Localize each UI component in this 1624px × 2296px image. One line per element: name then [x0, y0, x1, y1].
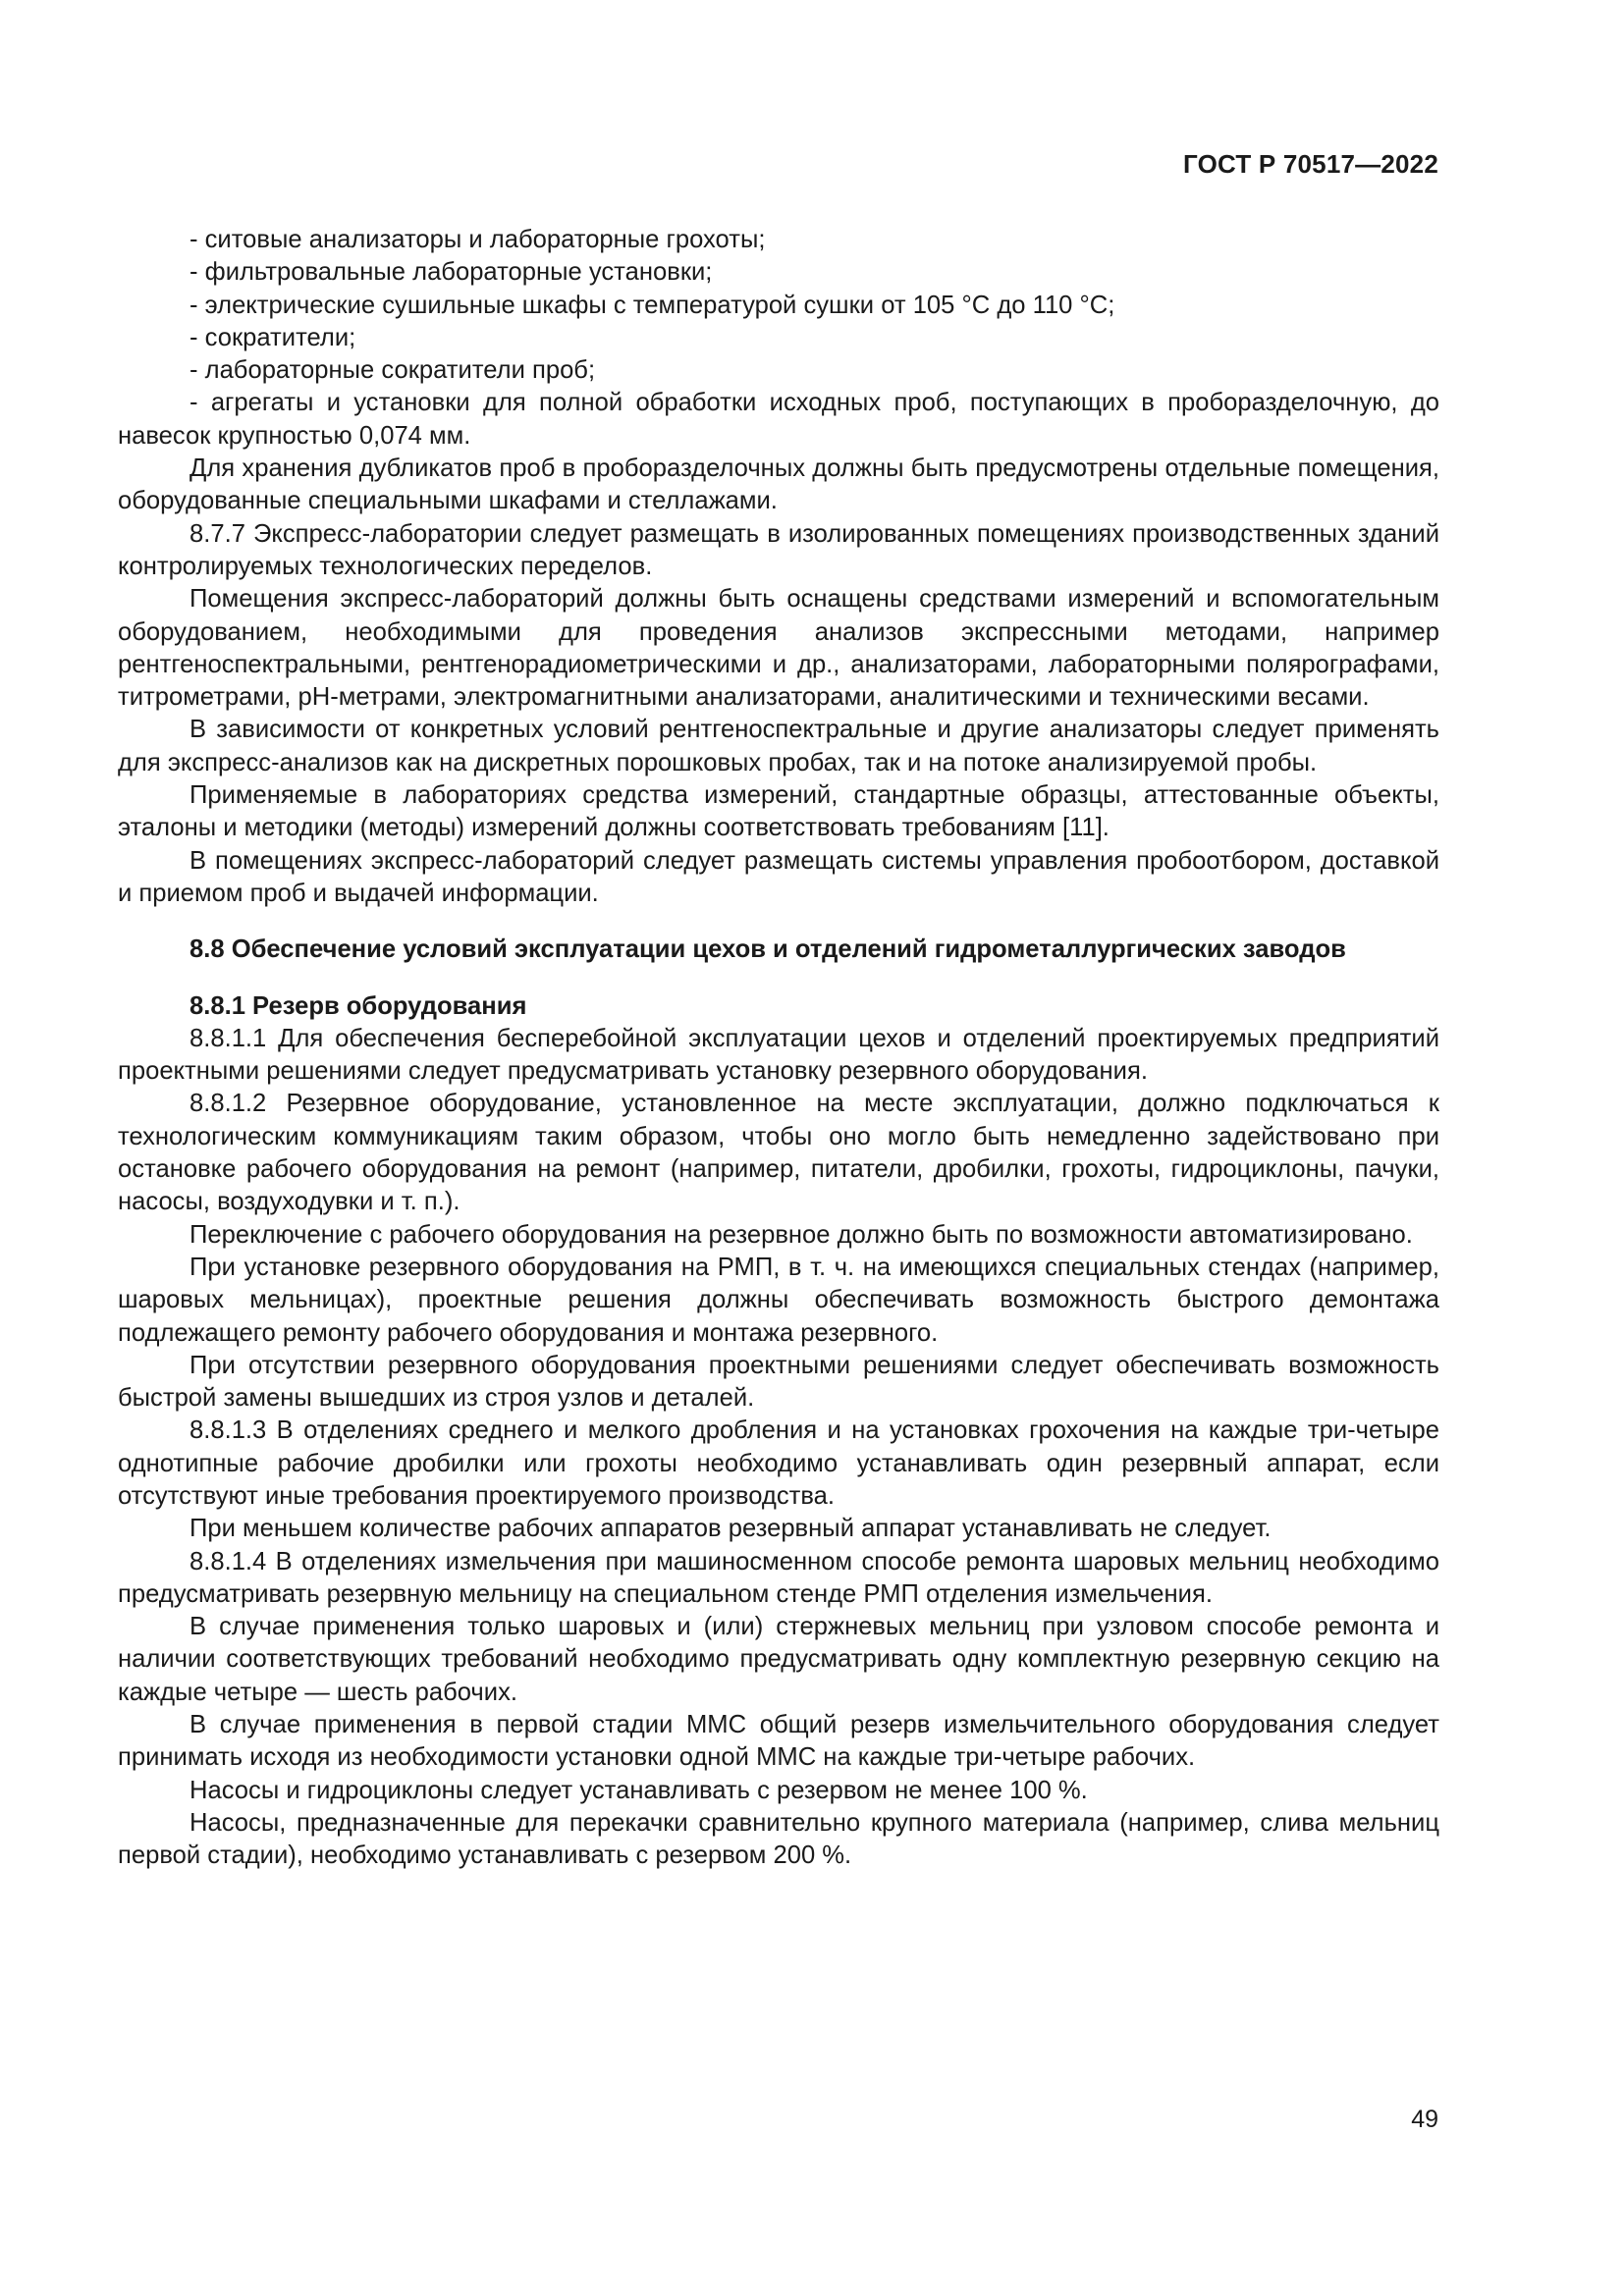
list-item: - агрегаты и установки для полной обработки исходных проб, поступающих в проборазделочную, до навесок крупностью 0,074 мм.	[118, 389, 1439, 450]
paragraph: Насосы, предназначенные для перекачки сравнительно крупного материала (например, слива мельниц первой стадии), необходимо устанавливать с резервом 200 %.	[118, 1808, 1439, 1870]
document-id: ГОСТ Р 70517—2022	[1183, 149, 1438, 179]
paragraph: В зависимости от конкретных условий рентгеноспектральные и другие анализаторы следует применять для экспресс-анализов как на дискретных порошковых пробах, так и на потоке анализируемой пробы.	[118, 716, 1439, 776]
paragraph: 8.8.1.1 Для обеспечения бесперебойной эксплуатации цехов и отделений проектируемых предприятий проектными решениями следует предусматривать установку резервного оборудования.	[118, 1024, 1439, 1086]
paragraph: 8.8.1.2 Резервное оборудование, установленное на месте эксплуатации, должно подключаться к технологическим коммуникациям таким образом, чтобы оно могло быть немедленно задействовано при остановке рабочего оборудования на ремонт (например, питатели, дробилки, грохоты, гидроциклоны, пачуки, насосы, воздуходувки и т. п.).	[118, 1090, 1439, 1216]
paragraph: Переключение с рабочего оборудования на резервное должно быть по возможности автоматизировано.	[189, 1220, 1413, 1249]
page-number: 49	[1411, 2106, 1438, 2133]
list-item: - фильтровальные лабораторные установки;	[189, 258, 713, 287]
page-content	[118, 224, 1439, 1873]
paragraph: Помещения экспресс-лабораторий должны быть оснащены средствами измерений и вспомогательным оборудованием, необходимыми для проведения анализов экспрессными методами, например рентгеноспектральными, рентгенорадиометрическими и др., анализаторами, лабораторными полярографами, титрометрами, pH-метрами, электромагнитными анализаторами, аналитическими и техническими весами.	[118, 585, 1439, 712]
paragraph: При меньшем количестве рабочих аппаратов резервный аппарат устанавливать не следует.	[189, 1515, 1272, 1543]
paragraph: В помещениях экспресс-лабораторий следует размещать системы управления пробоотбором, доставкой и приемом проб и выдачей информации.	[118, 846, 1439, 907]
paragraph: При установке резервного оборудования на РМП, в т. ч. на имеющихся специальных стендах (например, шаровых мельницах), проектные решения должны обеспечивать возможность быстрого демонтажа подлежащего ремонту рабочего оборудования и монтажа резервного.	[118, 1253, 1439, 1347]
list-item: - лабораторные сократители проб;	[189, 356, 596, 385]
paragraph: 8.8.1.4 В отделениях измельчения при машиносменном способе ремонта шаровых мельниц необходимо предусматривать резервную мельницу на специальном стенде РМП отделения измельчения.	[118, 1547, 1439, 1608]
section-heading: 8.8 Обеспечение условий эксплуатации цехов и отделений гидрометаллургических заводов	[189, 935, 1346, 964]
paragraph: Применяемые в лабораториях средства измерений, стандартные образцы, аттестованные объекты, эталоны и методики (методы) измерений должны соответствовать требованиям [11].	[118, 781, 1439, 842]
subsection-heading: 8.8.1 Резерв оборудования	[189, 991, 527, 1020]
paragraph: 8.8.1.3 В отделениях среднего и мелкого дробления и на установках грохочения на каждые три-четыре однотипные рабочие дробилки или грохоты необходимо устанавливать один резервный аппарат, если отсутствуют иные требования проектируемого производства.	[118, 1416, 1439, 1510]
paragraph: При отсутствии резервного оборудования проектными решениями следует обеспечивать возможность быстрой замены вышедших из строя узлов и деталей.	[118, 1351, 1439, 1413]
list-item: - электрические сушильные шкафы с температурой сушки от 105 °С до 110 °С;	[189, 291, 1115, 319]
list-item: - сократители;	[189, 323, 356, 351]
paragraph: В случае применения в первой стадии ММС общий резерв измельчительного оборудования следует принимать исходя из необходимости установки одной ММС на каждые три-четыре рабочих.	[118, 1711, 1439, 1772]
paragraph: 8.7.7 Экспресс-лаборатории следует размещать в изолированных помещениях производственных зданий контролируемых технологических переделов.	[118, 519, 1439, 580]
list-item: - ситовые анализаторы и лабораторные грохоты;	[189, 226, 766, 253]
paragraph: Для хранения дубликатов проб в проборазделочных должны быть предусмотрены отдельные помещения, оборудованные специальными шкафами и стеллажами.	[118, 454, 1439, 515]
paragraph: Насосы и гидроциклоны следует устанавливать с резервом не менее 100 %.	[189, 1776, 1088, 1804]
paragraph: В случае применения только шаровых и (или) стержневых мельниц при узловом способе ремонта и наличии соответствующих требований необходимо предусматривать одну комплектную резервную секцию на каждые четыре — шесть рабочих.	[118, 1613, 1439, 1706]
